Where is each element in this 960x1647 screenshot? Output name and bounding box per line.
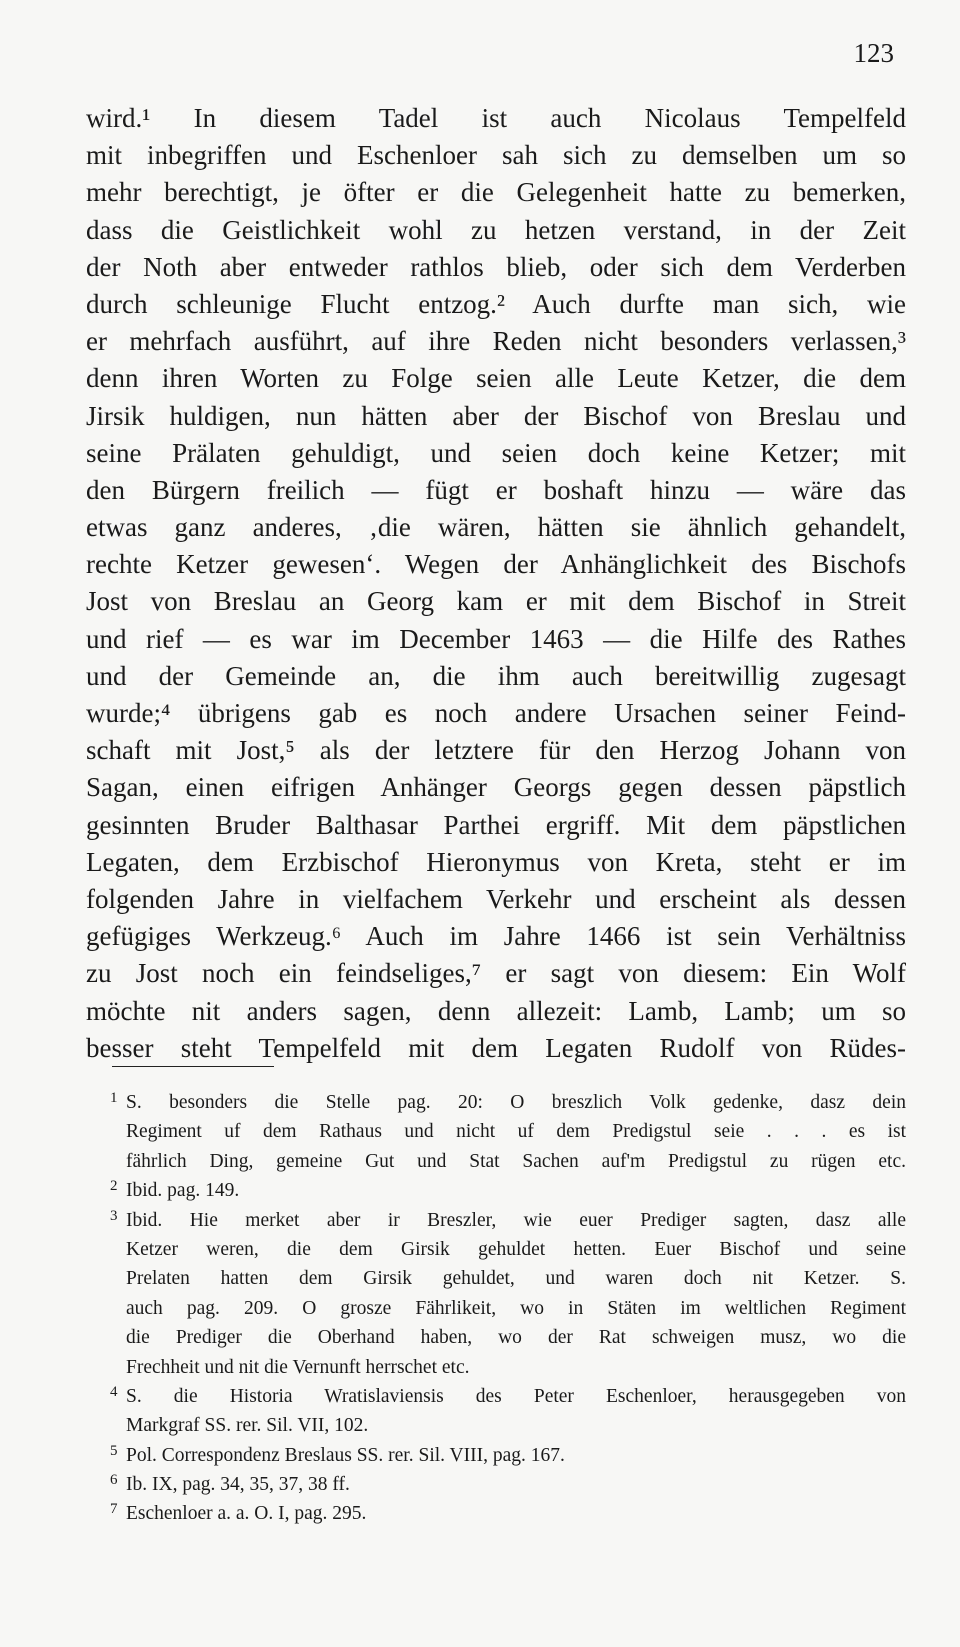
- body-line: etwas ganz anderes, ‚die wären, hätten sie ähnlich gehandelt,: [86, 512, 906, 543]
- body-line: er mehrfach ausführt, auf ihre Reden nicht besonders verlassen,³: [86, 326, 906, 357]
- body-line: und der Gemeinde an, die ihm auch bereitwillig zugesagt: [86, 660, 906, 691]
- footnote-2: [102, 1176, 906, 1205]
- body-line: Jirsik huldigen, nun hätten aber der Bischof von Breslau und: [86, 400, 906, 431]
- body-line: folgenden Jahre in vielfachem Verkehr und erscheint als dessen: [86, 883, 906, 914]
- body-line: besser steht Tempelfeld mit dem Legaten Rudolf von Rüdes-: [86, 1032, 906, 1063]
- body-line: den Bürgern freilich — fügt er boshaft hinzu — wäre das: [86, 474, 906, 505]
- body-line: rechte Ketzer gewesen‘. Wegen der Anhänglichkeit des Bischofs: [86, 549, 906, 580]
- page-number: 123: [853, 38, 894, 68]
- footnote-divider: [112, 1066, 274, 1067]
- footnote-line: Ketzer weren, die dem Girsik gehuldet hetten. Euer Bischof und seine: [126, 1238, 906, 1260]
- body-line: seine Prälaten gehuldigt, und seien doch keine Ketzer; mit: [86, 437, 906, 468]
- footnote-line: Eschenloer a. a. O. I, pag. 295.: [126, 1503, 367, 1525]
- footnotes: [102, 1088, 906, 1529]
- body-line: mit inbegriffen und Eschenloer sah sich zu demselben um so: [86, 140, 906, 171]
- footnote-5: [102, 1441, 906, 1470]
- body-line: mehr berechtigt, je öfter er die Gelegenheit hatte zu bemerken,: [86, 177, 906, 208]
- body-line: und rief — es war im December 1463 — die Hilfe des Rathes: [86, 623, 906, 654]
- footnote-line: auch pag. 209. O grosze Fährlikeit, wo in Stäten im weltlichen Regiment: [126, 1297, 906, 1319]
- footnote-mark: 5: [110, 1442, 118, 1459]
- footnote-line: Markgraf SS. rer. Sil. VII, 102.: [126, 1415, 369, 1437]
- footnote-mark: 6: [110, 1472, 118, 1489]
- footnote-line: Ibid. Hie merket aber ir Breszler, wie euer Prediger sagten, dasz alle: [126, 1209, 906, 1231]
- body-line: Sagan, einen eifrigen Anhänger Georgs gegen dessen päpstlich: [86, 772, 906, 803]
- footnote-line: fährlich Ding, gemeine Gut und Stat Sachen auf'm Predigstul zu rügen etc.: [126, 1150, 906, 1172]
- body-line: denn ihren Worten zu Folge seien alle Leute Ketzer, die dem: [86, 363, 906, 394]
- footnote-line: S. besonders die Stelle pag. 20: O breszlich Volk gedenke, dasz dein: [126, 1092, 906, 1113]
- body-line: wird.¹ In diesem Tadel ist auch Nicolaus Tempelfeld: [86, 103, 906, 133]
- body-line: Jost von Breslau an Georg kam er mit dem Bischof in Streit: [86, 586, 906, 617]
- body-line: gesinnten Bruder Balthasar Parthei ergriff. Mit dem päpstlichen: [86, 809, 906, 840]
- footnote-6: [102, 1470, 906, 1499]
- footnote-3: [102, 1206, 906, 1382]
- body-line: der Noth aber entweder rathlos blieb, oder sich dem Verderben: [86, 251, 906, 282]
- footnote-mark: 4: [110, 1383, 118, 1400]
- footnote-mark: 1: [110, 1090, 118, 1106]
- body-line: wurde;⁴ übrigens gab es noch andere Ursachen seiner Feind-: [86, 698, 906, 728]
- footnote-mark: 7: [110, 1501, 118, 1518]
- footnote-line: S. die Historia Wratislaviensis des Peter Eschenloer, herausgegeben von: [126, 1385, 906, 1407]
- footnote-line: Regiment uf dem Rathaus und nicht uf dem Predigstul seie . . . es ist: [126, 1121, 906, 1143]
- footnote-line: Ibid. pag. 149.: [126, 1180, 240, 1202]
- footnote-1: [102, 1088, 906, 1176]
- footnote-line: Ib. IX, pag. 34, 35, 37, 38 ff.: [126, 1474, 350, 1496]
- footnote-7: [102, 1499, 906, 1528]
- body-line: dass die Geistlichkeit wohl zu hetzen verstand, in der Zeit: [86, 214, 906, 245]
- body-line: möchte nit anders sagen, denn allezeit: Lamb, Lamb; um so: [86, 995, 906, 1026]
- body-line: schaft mit Jost,⁵ als der letztere für den Herzog Johann von: [86, 735, 906, 766]
- body-line: Legaten, dem Erzbischof Hieronymus von Kreta, steht er im: [86, 846, 906, 877]
- footnote-line: die Prediger die Oberhand haben, wo der Rat schweigen musz, wo die: [126, 1327, 906, 1349]
- footnote-4: [102, 1382, 906, 1441]
- body-line: gefügiges Werkzeug.⁶ Auch im Jahre 1466 ist sein Verhältniss: [86, 921, 906, 952]
- footnote-mark: 3: [110, 1207, 118, 1224]
- body-line: durch schleunige Flucht entzog.² Auch durfte man sich, wie: [86, 288, 906, 319]
- footnote-mark: 2: [110, 1178, 118, 1195]
- footnote-line: Frechheit und nit die Vernunft herrschet etc.: [126, 1356, 470, 1378]
- footnote-line: Prelaten hatten dem Girsik gehuldet, und waren doch nit Ketzer. S.: [126, 1268, 906, 1290]
- body-text: [86, 100, 906, 1067]
- body-line: zu Jost noch ein feindseliges,⁷ er sagt von diesem: Ein Wolf: [86, 958, 906, 989]
- footnote-line: Pol. Correspondenz Breslaus SS. rer. Sil. VIII, pag. 167.: [126, 1444, 565, 1466]
